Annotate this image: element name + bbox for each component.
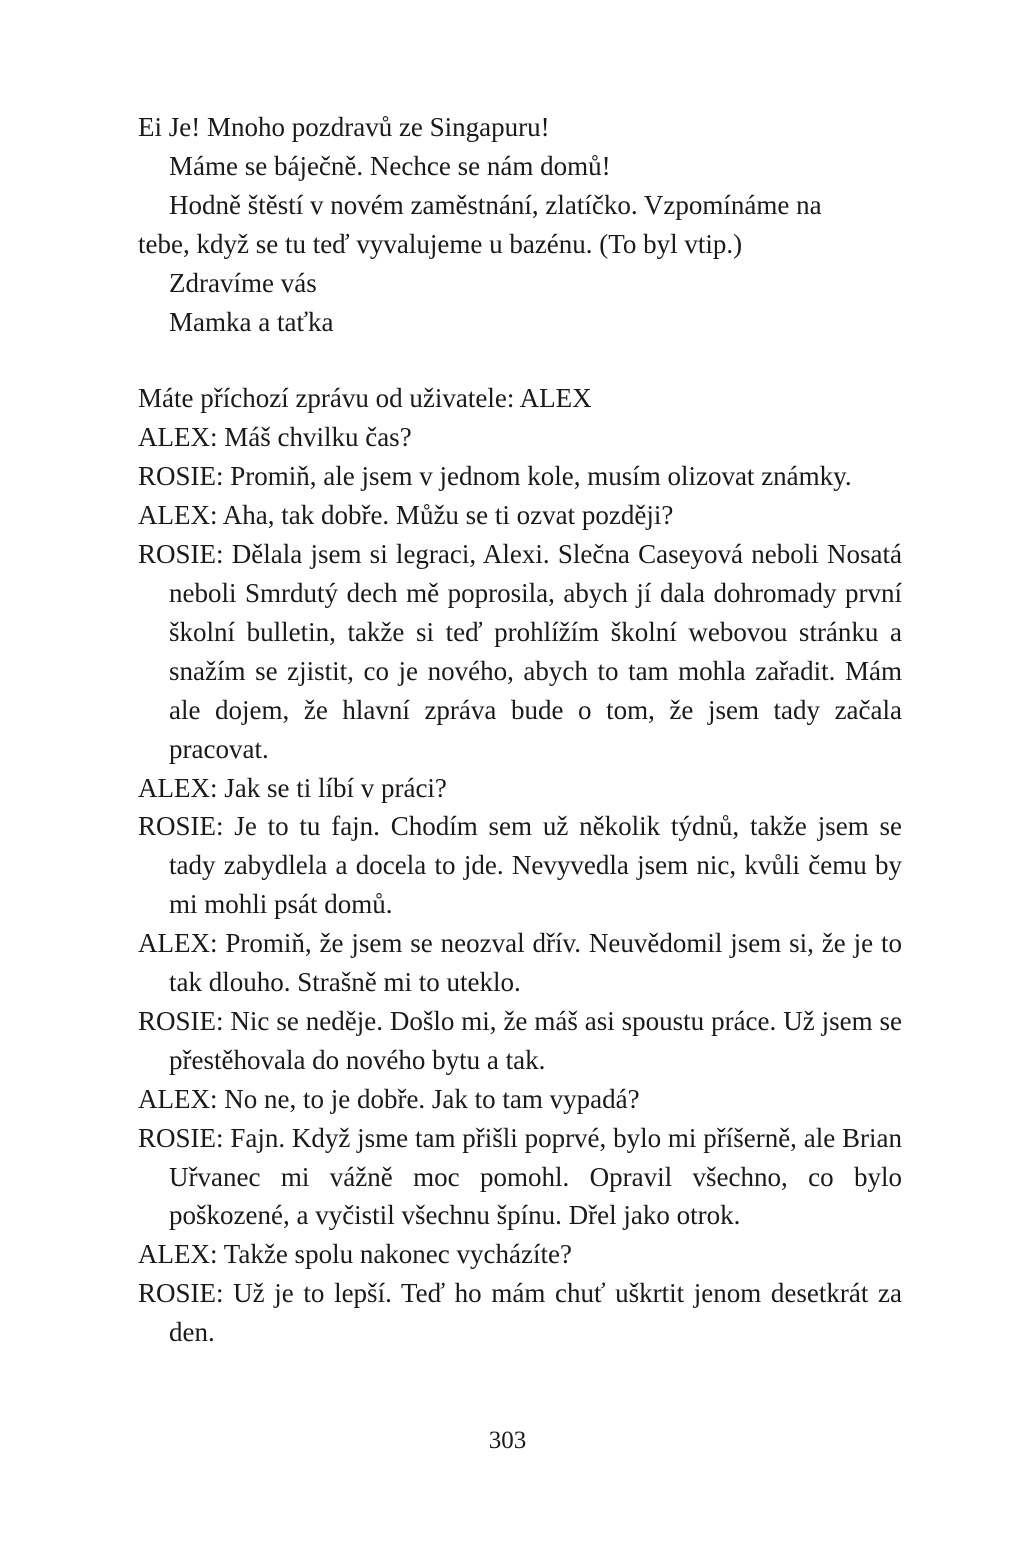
- postcard-closing: Zdravíme vás: [169, 267, 317, 298]
- postcard-line: Máme se báječně. Nechce se nám domů!: [169, 150, 611, 181]
- chat-message: ALEX: Jak se ti líbí v práci?: [138, 772, 447, 803]
- chat-message: ALEX: Aha, tak dobře. Můžu se ti ozvat později?: [138, 500, 674, 531]
- chat-notice: Máte příchozí zprávu od uživatele: ALEX: [138, 383, 592, 414]
- chat-message: ROSIE: Fajn. Když jsme tam přišli poprvé, bylo mi příšerně, ale Brian Uřvanec mi vážně moc pomohl. Opravil všechno, co bylo poškozené, a vyčistil všechnu špínu. Dřel jako otrok.: [138, 1122, 902, 1231]
- postcard-line: tebe, když se tu teď vyvalujeme u bazénu. (To byl vtip.): [138, 228, 743, 259]
- chat-message: ALEX: Máš chvilku čas?: [138, 422, 412, 453]
- chat-message: ALEX: Promiň, že jsem se neozval dřív. Neuvědomil jsem si, že je to tak dlouho. Strašně mi to uteklo.: [138, 928, 902, 998]
- chat-message: ALEX: Takže spolu nakonec vycházíte?: [138, 1239, 572, 1270]
- postcard-line: Hodně štěstí v novém zaměstnání, zlatíčko. Vzpomínáme na: [169, 189, 822, 220]
- postcard-signature: Mamka a taťka: [169, 306, 334, 337]
- chat-message: ALEX: No ne, to je dobře. Jak to tam vypadá?: [138, 1083, 640, 1114]
- page-number: 303: [488, 1427, 527, 1454]
- postcard-line: Ei Je! Mnoho pozdravů ze Singapuru!: [138, 112, 550, 142]
- section-gap: [138, 341, 902, 379]
- chat-message: ROSIE: Nic se neděje. Došlo mi, že máš asi spoustu práce. Už jsem se přestěhovala do nového bytu a tak.: [138, 1005, 902, 1075]
- postcard-message: [138, 108, 902, 341]
- chat-message: ROSIE: Je to tu fajn. Chodím sem už několik týdnů, takže jsem se tady zabydlela a docela to jde. Nevyvedla jsem nic, kvůli čemu by mi mohli psát domů.: [138, 811, 902, 920]
- chat-transcript: [138, 379, 902, 1352]
- book-page: [138, 108, 902, 1352]
- chat-message: ROSIE: Dělala jsem si legraci, Alexi. Slečna Caseyová neboli Nosatá neboli Smrdutý dech mě poprosila, abych jí dala dohromady první školní bulletin, takže si teď prohlížím školní webovou stránku a snažím se zjistit, co je nového, abych to tam mohla zařadit. Mám ale dojem, že hlavní zpráva bude o tom, že jsem tady začala pracovat.: [138, 539, 902, 764]
- chat-message: ROSIE: Už je to lepší. Teď ho mám chuť uškrtit jenom desetkrát za den.: [138, 1278, 902, 1348]
- chat-message: ROSIE: Promiň, ale jsem v jednom kole, musím olizovat známky.: [138, 461, 852, 492]
